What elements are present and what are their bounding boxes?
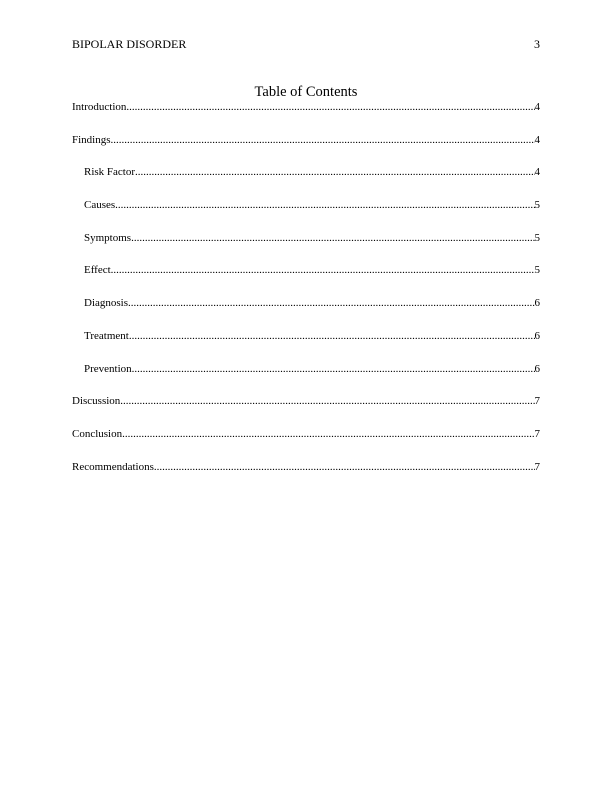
dot-leader	[120, 395, 534, 408]
toc-entry-introduction[interactable]	[72, 101, 540, 134]
toc-entry-page: 6	[534, 329, 540, 342]
toc-entry-recommendations[interactable]	[72, 461, 540, 494]
toc-entry-symptoms[interactable]	[72, 232, 540, 265]
running-head-title: BIPOLAR DISORDER	[72, 37, 187, 51]
toc-entry-findings[interactable]	[72, 134, 540, 167]
dot-leader	[135, 166, 534, 179]
toc-entry-label: Recommendations	[72, 460, 154, 473]
toc-entry-page: 5	[534, 264, 540, 277]
table-of-contents	[72, 101, 540, 493]
dot-leader	[131, 232, 534, 245]
toc-entry-label: Findings	[72, 133, 111, 146]
toc-entry-label: Discussion	[72, 395, 121, 408]
toc-entry-page: 4	[534, 133, 540, 146]
toc-entry-discussion[interactable]	[72, 395, 540, 428]
toc-entry-risk-factor[interactable]	[72, 166, 540, 199]
dot-leader	[115, 199, 534, 212]
toc-entry-page: 6	[534, 362, 540, 375]
dot-leader	[111, 264, 535, 277]
toc-entry-page: 5	[534, 231, 540, 244]
dot-leader	[132, 363, 535, 376]
dot-leader	[128, 297, 535, 310]
dot-leader	[129, 330, 535, 343]
toc-entry-page: 7	[534, 460, 540, 473]
toc-entry-effect[interactable]	[72, 264, 540, 297]
dot-leader	[126, 101, 534, 114]
toc-entry-treatment[interactable]	[72, 330, 540, 363]
toc-entry-page: 7	[534, 427, 540, 440]
toc-entry-page: 5	[534, 199, 540, 212]
toc-entry-page: 6	[534, 297, 540, 310]
toc-entry-label: Prevention	[84, 362, 132, 375]
toc-entry-page: 4	[534, 166, 540, 179]
toc-entry-page: 7	[534, 395, 540, 408]
toc-entry-causes[interactable]	[72, 199, 540, 232]
toc-entry-label: Symptoms	[84, 231, 132, 244]
toc-entry-label: Diagnosis	[84, 297, 128, 310]
toc-entry-label: Introduction	[72, 101, 127, 113]
toc-entry-diagnosis[interactable]	[72, 297, 540, 330]
toc-entry-label: Effect	[84, 264, 111, 277]
dot-leader	[111, 134, 535, 147]
toc-entry-conclusion[interactable]	[72, 428, 540, 461]
page-number: 3	[534, 37, 540, 51]
toc-entry-label: Risk Factor	[84, 166, 136, 179]
toc-entry-label: Causes	[84, 199, 116, 212]
running-head	[72, 37, 540, 51]
dot-leader	[122, 428, 534, 441]
toc-entry-prevention[interactable]	[72, 363, 540, 396]
toc-entry-label: Treatment	[84, 329, 129, 342]
toc-entry-page: 4	[534, 101, 540, 113]
dot-leader	[154, 461, 535, 474]
toc-entry-label: Conclusion	[72, 427, 123, 440]
toc-heading: Table of Contents	[254, 84, 358, 100]
